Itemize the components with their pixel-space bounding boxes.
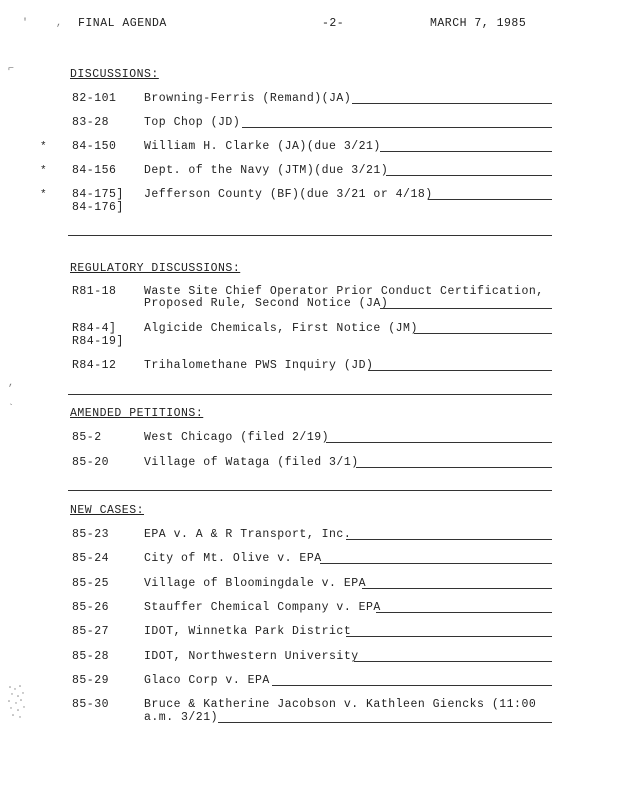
item-description: West Chicago (filed 2/19) — [144, 431, 330, 444]
blank-line — [362, 588, 552, 589]
docket-number: 85-25 — [72, 577, 110, 590]
item-description: IDOT, Winnetka Park District — [144, 625, 352, 638]
scan-mark: ⌐ — [8, 64, 15, 75]
priority-marker: * — [40, 141, 47, 153]
docket-number: 85-23 — [72, 528, 110, 541]
blank-line — [386, 175, 552, 176]
blank-line — [380, 308, 552, 309]
blank-line — [352, 103, 552, 104]
item-description: a.m. 3/21) — [144, 711, 219, 724]
new-cases-heading: NEW CASES: — [70, 504, 145, 517]
scan-mark: , — [56, 18, 63, 29]
blank-line — [414, 333, 552, 334]
blank-line — [354, 661, 552, 662]
amended-heading: AMENDED PETITIONS: — [70, 407, 204, 420]
blank-line — [320, 563, 552, 564]
item-description: EPA v. A & R Transport, Inc. — [144, 528, 352, 541]
docket-number: 85-2 — [72, 431, 102, 444]
docket-number: 85-28 — [72, 650, 110, 663]
item-description: William H. Clarke (JA)(due 3/21) — [144, 140, 381, 153]
docket-number: 85-29 — [72, 674, 110, 687]
regulatory-heading: REGULATORY DISCUSSIONS: — [70, 262, 241, 275]
item-description: Waste Site Chief Operator Prior Conduct Certification, — [144, 285, 544, 298]
page-number: -2- — [322, 17, 345, 30]
docket-number: 84-150 — [72, 140, 117, 153]
docket-number: R84-4] — [72, 322, 117, 335]
item-description: IDOT, Northwestern University — [144, 650, 359, 663]
item-description: Bruce & Katherine Jacobson v. Kathleen Giencks (11:00 — [144, 698, 537, 711]
docket-number: 83-28 — [72, 116, 110, 129]
blank-line — [218, 722, 552, 723]
item-description: Stauffer Chemical Company v. EPA — [144, 601, 381, 614]
docket-number: 84-156 — [72, 164, 117, 177]
blank-line — [428, 199, 552, 200]
item-description: Algicide Chemicals, First Notice (JM) — [144, 322, 418, 335]
priority-marker: * — [40, 189, 47, 201]
docket-number: 85-27 — [72, 625, 110, 638]
blank-line — [356, 467, 552, 468]
item-description: Browning-Ferris (Remand)(JA) — [144, 92, 352, 105]
docket-number: 85-24 — [72, 552, 110, 565]
docket-number: R81-18 — [72, 285, 117, 298]
docket-number: 84-176] — [72, 201, 124, 214]
item-description: Dept. of the Navy (JTM)(due 3/21) — [144, 164, 389, 177]
item-description: Proposed Rule, Second Notice (JA) — [144, 297, 389, 310]
item-description: Top Chop (JD) — [144, 116, 241, 129]
blank-line — [380, 151, 552, 152]
section-divider — [68, 394, 552, 395]
scan-mark: ' — [22, 18, 29, 29]
agenda-date: MARCH 7, 1985 — [430, 17, 527, 30]
section-divider — [68, 235, 552, 236]
docket-number: 85-26 — [72, 601, 110, 614]
blank-line — [376, 612, 552, 613]
item-description: Jefferson County (BF)(due 3/21 or 4/18) — [144, 188, 433, 201]
blank-line — [272, 685, 552, 686]
scan-mark: , — [8, 378, 15, 389]
section-divider — [68, 490, 552, 491]
blank-line — [346, 539, 552, 540]
item-description: City of Mt. Olive v. EPA — [144, 552, 322, 565]
item-description: Trihalomethane PWS Inquiry (JD) — [144, 359, 374, 372]
scan-noise — [6, 684, 28, 720]
item-description: Glaco Corp v. EPA — [144, 674, 270, 687]
blank-line — [368, 370, 552, 371]
blank-line — [346, 636, 552, 637]
item-description: Village of Wataga (filed 3/1) — [144, 456, 359, 469]
docket-number: 84-175] — [72, 188, 124, 201]
docket-number: R84-12 — [72, 359, 117, 372]
agenda-title: FINAL AGENDA — [78, 17, 167, 30]
item-description: Village of Bloomingdale v. EPA — [144, 577, 367, 590]
scan-mark: ` — [8, 404, 15, 415]
docket-number: 85-30 — [72, 698, 110, 711]
docket-number: 85-20 — [72, 456, 110, 469]
blank-line — [326, 442, 552, 443]
priority-marker: * — [40, 165, 47, 177]
docket-number: 82-101 — [72, 92, 117, 105]
discussions-heading: DISCUSSIONS: — [70, 68, 159, 81]
blank-line — [242, 127, 552, 128]
docket-number: R84-19] — [72, 335, 124, 348]
